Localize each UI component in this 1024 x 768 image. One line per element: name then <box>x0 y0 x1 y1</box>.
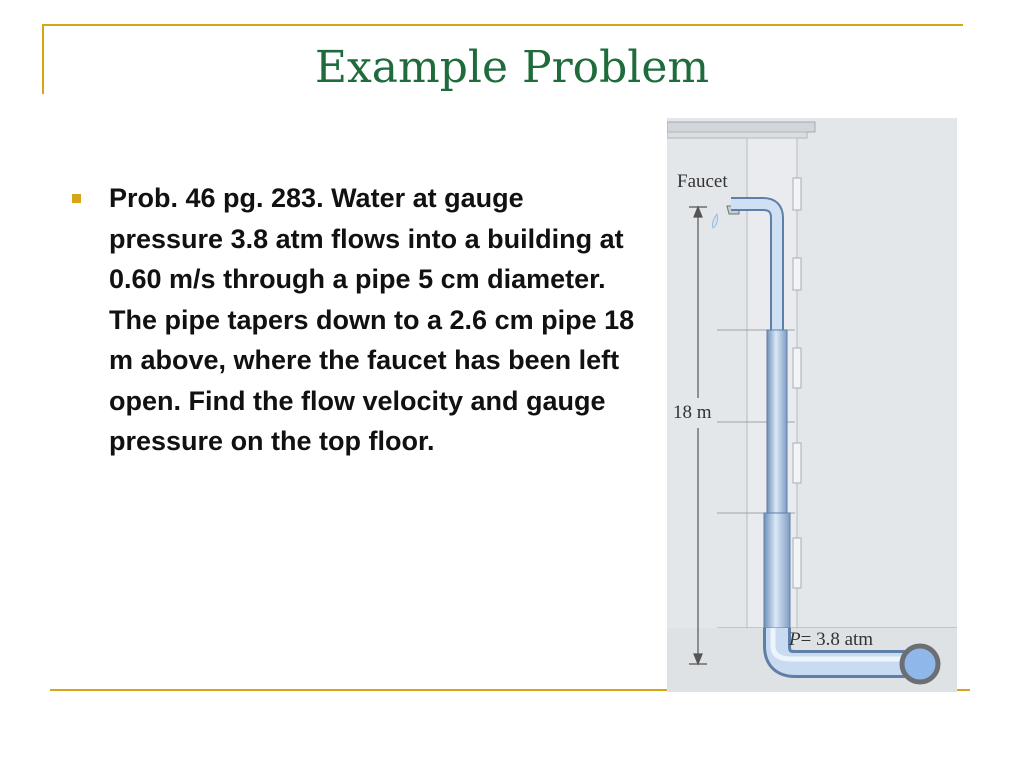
roof-ledge-lower <box>667 132 807 138</box>
roof-ledge <box>667 122 815 132</box>
pipe-middle-section <box>767 330 787 515</box>
height-label: 18 m <box>673 402 712 423</box>
frame-top-line <box>43 24 963 26</box>
pipe-lower-section <box>764 513 790 628</box>
slide-title: Example Problem <box>314 42 710 93</box>
pressure-value: = 3.8 atm <box>800 629 874 650</box>
pressure-label <box>788 629 873 650</box>
problem-text: Prob. 46 pg. 283. Water at gauge pressure 3.8 atm flows into a building at 0.60 m/s through a pipe 5 cm diameter. The pipe tapers down to a 2.6 cm pipe 18 m above, where the faucet has been left open. Find the flow velocity and gauge pressure on the top floor. <box>109 183 635 456</box>
pipe-end-cap <box>902 646 938 682</box>
pressure-variable: P <box>789 629 801 650</box>
bullet-square-icon <box>72 194 81 203</box>
faucet-label: Faucet <box>677 171 728 192</box>
pipe-diagram <box>667 118 957 692</box>
